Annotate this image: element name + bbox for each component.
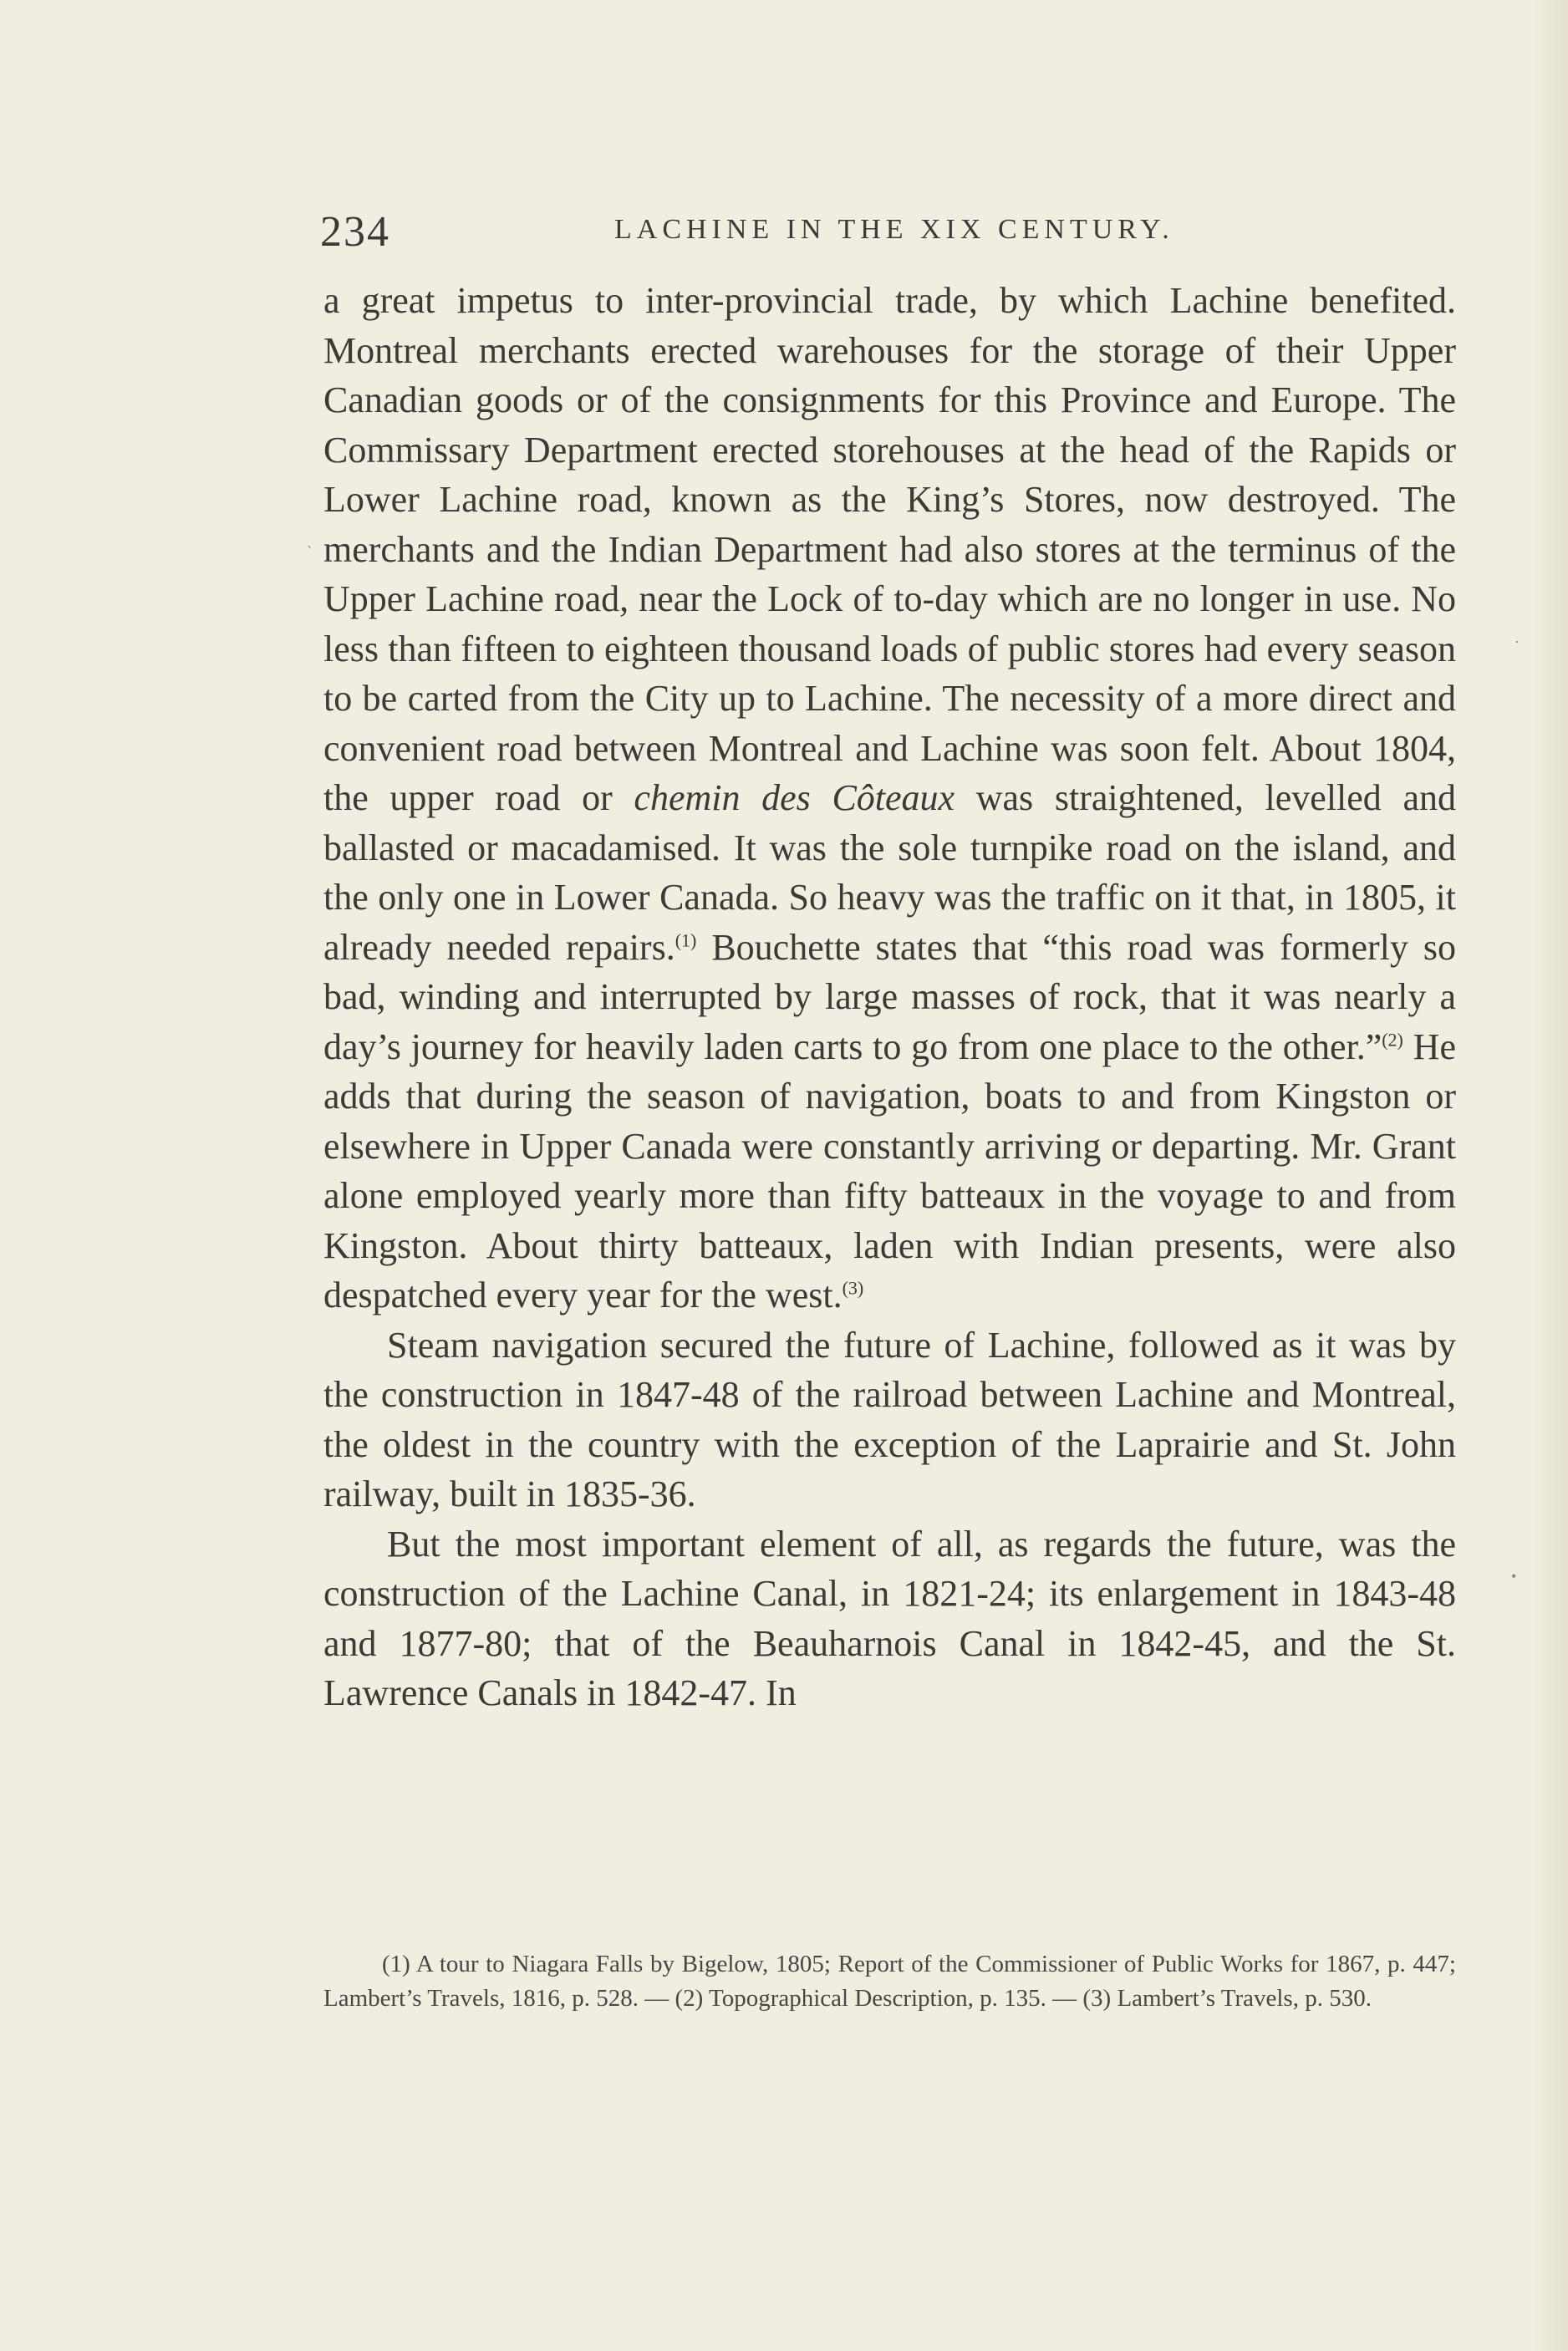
paragraph-1-part-4: He adds that during the season of navigation, boats to and from Kingston or elsewhere in Upper Canada were constantly arriving or departing. Mr. Grant alone employed yearly more than fifty batteaux in the voyage to and from Kingston. About thirty batteaux, laden with Indian presents, were also despatched every year for the west. <box>323 1025 1456 1315</box>
footnote-ref-3: (3) <box>842 1277 864 1299</box>
footnotes <box>323 1947 1456 2016</box>
running-head <box>320 201 1457 259</box>
paragraph-2: Steam navigation secured the future of Lachine, followed as it was by the construction in 1847-48 of the railroad between Lachine and Montreal, the oldest in the country with the exception of the Laprairie and St. John railway, built in 1835-36. <box>323 1324 1456 1514</box>
footnote-ref-1: (1) <box>675 929 697 950</box>
paragraph-1-part-3: Bouchette states that “this road was formerly so bad, winding and interrupted by large masses of rock, that it was nearly a day’s journey for heavily laden carts to go from one place to the other.” <box>323 926 1456 1067</box>
running-title: LACHINE IN THE XIX CENTURY. <box>614 214 1174 245</box>
body-text <box>323 276 1456 1718</box>
page-number: 234 <box>320 208 390 256</box>
paragraph-3: But the most important element of all, as regards the future, was the construction of the Lachine Canal, in 1821-24; its enlargement in 1843-48 and 1877-80; that of the Beauharnois Canal in 1842-45, and the St. Lawrence Canals in 1842-47. In <box>323 1523 1456 1713</box>
paragraph-1 <box>323 276 1456 1321</box>
stray-mark: · <box>1515 634 1520 650</box>
paragraph-1-part-2: was straightened, levelled and ballasted or macadamised. It was the sole turnpike road on the island, and the only one in Lower Canada. So heavy was the traffic on it that, in 1805, it already needed repairs. <box>323 777 1456 968</box>
footnote-text: (1) A tour to Niagara Falls by Bigelow, 1805; Report of the Commissioner of Public Works for 1867, p. 447; Lambert’s Travels, 1816, p. 528. — (2) Topographical Description, p. 135. — (3) Lambert’s Travels, p. 530. <box>323 1951 1456 2012</box>
page-edge-shadow <box>1535 0 1568 2351</box>
paragraph-1-part-1: a great impetus to inter-provincial trade, by which Lachine benefited. Montreal merchants erected warehouses for the storage of their Upper Canadian goods or of the consignments for this Province and Europe. The Commissary Department erected storehouses at the head of the Rapids or Lower Lachine road, known as the King’s Stores, now destroyed. The merchants and the Indian Department had also stores at the terminus of the Upper Lachine road, near the Lock of to-day which are no longer in use. No less than fifteen to eighteen thousand loads of public stores had every season to be carted from the City up to Lachine. The necessity of a more direct and convenient road between Montreal and Lachine was soon felt. About 1804, the upper road or <box>323 280 1456 818</box>
footnote-ref-2: (2) <box>1382 1028 1403 1050</box>
stray-mark: ‵ <box>308 543 312 560</box>
paragraph-1-italic-term: chemin des Côteaux <box>634 777 955 818</box>
stray-mark: • <box>1511 1568 1517 1585</box>
